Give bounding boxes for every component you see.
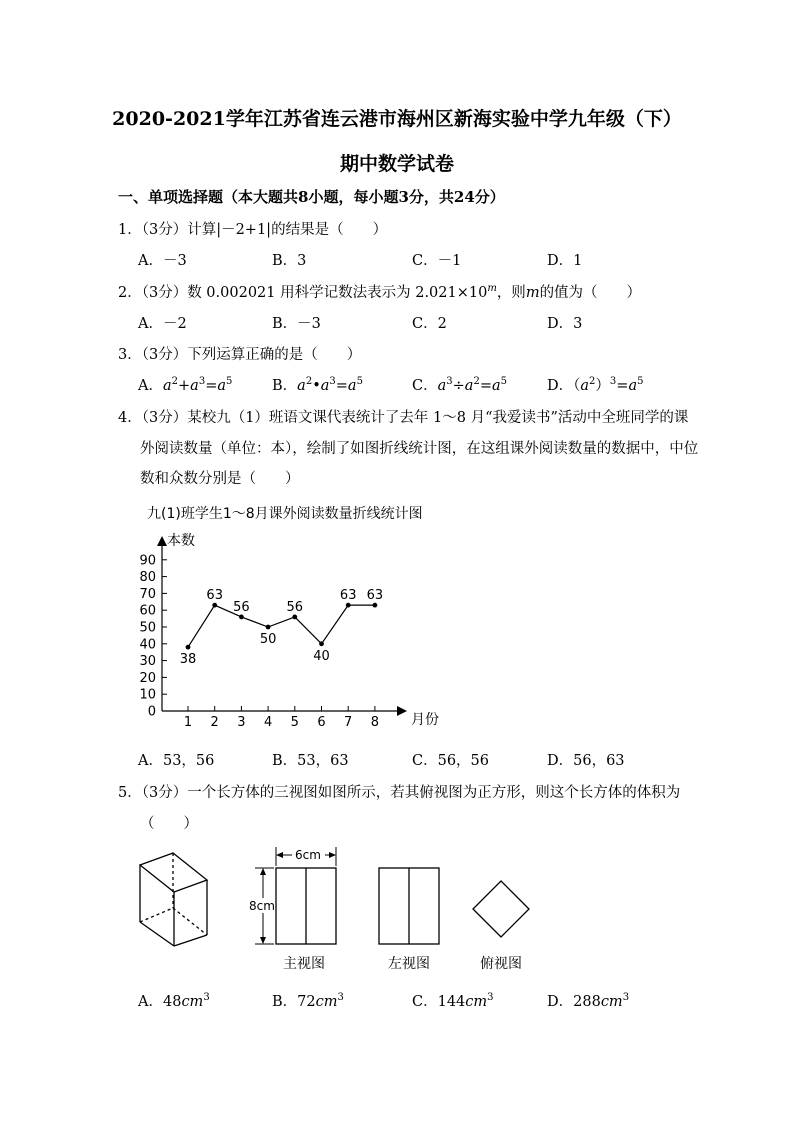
math-exp: 2 (305, 376, 313, 387)
q2-variable: m (525, 285, 540, 301)
q5-option-c (412, 990, 494, 1011)
y-tick-label: 60 (139, 603, 156, 619)
option-prefix: D．（ (547, 378, 581, 394)
top-view-label: 俯视图 (480, 956, 522, 972)
math-exp: 3 (329, 376, 336, 387)
x-tick-label: 5 (290, 715, 299, 730)
unit: cm (600, 994, 623, 1010)
unit: cm (181, 994, 204, 1010)
q4-option-d: D．56，63 (547, 753, 625, 769)
math-exp: 5 (225, 376, 233, 387)
math-exp: 3 (203, 992, 210, 1003)
x-tick-label: 4 (263, 715, 273, 730)
math-var: =a (479, 378, 501, 394)
side-view-label: 左视图 (388, 956, 430, 972)
question-5-line2: （ ） (140, 816, 198, 832)
page-subtitle: 期中数学试卷 (339, 153, 454, 175)
x-tick-label: 2 (210, 715, 219, 730)
unit: cm (465, 994, 488, 1010)
option-prefix: D．288 (547, 994, 601, 1010)
math-var: ÷a (452, 378, 474, 394)
data-label: 50 (259, 632, 277, 647)
y-tick-label: 0 (147, 704, 156, 720)
q2-stem-part: 的值为（ ） (539, 285, 642, 301)
math-exp: 2 (171, 376, 179, 387)
q1-option-b: B．3 (272, 253, 307, 269)
math-exp: 3 (198, 376, 206, 387)
data-label: 63 (206, 588, 223, 604)
page-title: 2020-2021学年江苏省连云港市海州区新海实验中学九年级（下） (112, 108, 682, 130)
math-exp: 5 (637, 376, 644, 387)
y-axis-label: 本数 (167, 533, 195, 549)
math-var: •a (312, 378, 330, 394)
q5-option-a (138, 990, 210, 1011)
x-tick-label: 8 (370, 715, 380, 730)
math-exp: 3 (487, 992, 494, 1003)
math-var: +a (178, 378, 199, 394)
option-prefix: C．144 (412, 994, 466, 1010)
data-label: 63 (366, 588, 384, 604)
math-exp: 3 (622, 992, 630, 1003)
x-tick-label: 1 (183, 715, 193, 730)
x-axis-label: 月份 (411, 712, 439, 728)
y-tick-label: 10 (139, 687, 156, 703)
question-5-line1: 5．（3分）一个长方体的三视图如图所示，若其俯视图为正方形，则这个长方体的体积为 (118, 785, 681, 801)
question-4-line2: 外阅读数量（单位：本），绘制了如图折线统计图，在这组课外阅读数量的数据中，中位 (140, 441, 699, 457)
q2-option-d: D．3 (547, 316, 583, 332)
math-exp: 2 (589, 376, 596, 387)
question-3-stem: 3．（3分）下列运算正确的是（ ） (118, 347, 362, 363)
math-exp: 5 (356, 376, 363, 387)
data-label: 63 (339, 588, 357, 604)
q4-option-b: B．53，63 (272, 753, 349, 769)
section-heading: 一、单项选择题（本大题共8小题，每小题3分，共24分） (118, 188, 505, 206)
y-tick-label: 90 (139, 553, 156, 569)
x-tick-label: 7 (344, 715, 353, 730)
q4-option-c: C．56，56 (412, 753, 489, 769)
data-label: 38 (179, 652, 197, 668)
math-exp: 5 (500, 376, 507, 387)
math-paren: ） (595, 378, 610, 394)
q5-option-d (547, 990, 629, 1011)
math-var: a (297, 378, 306, 394)
q1-option-a: A．－3 (138, 253, 187, 269)
q2-option-a: A．－2 (138, 316, 187, 332)
q2-stem-part: 2．（3分）数 0.002021 用科学记数法表示为 2.021×10 (118, 285, 488, 301)
math-exp: 2 (473, 376, 480, 387)
q2-option-b: B．－3 (272, 316, 321, 332)
q2-exponent: m (487, 283, 497, 294)
question-4-line3: 数和众数分别是（ ） (140, 471, 300, 487)
y-tick-label: 50 (139, 620, 156, 636)
math-var: =a (205, 378, 226, 394)
x-tick-label: 3 (237, 715, 246, 730)
top-view (473, 881, 529, 937)
question-1-stem: 1．（3分）计算|－2+1|的结果是（ ） (118, 222, 388, 238)
math-var: =a (335, 378, 357, 394)
width-dimension-label: 6cm (295, 848, 321, 862)
height-dimension-label: 8cm (249, 899, 275, 913)
math-exp: 3 (609, 376, 617, 387)
q2-stem-part: ，则 (496, 285, 526, 301)
q4-option-a: A．53，56 (138, 753, 215, 769)
option-prefix: C． (412, 378, 438, 394)
chart-title: 九(1)班学生1～8月课外阅读数量折线统计图 (147, 506, 423, 522)
option-prefix: A．48 (138, 994, 182, 1010)
q2-option-c: C．2 (412, 316, 447, 332)
q5-option-b (272, 990, 344, 1011)
data-label: 56 (233, 599, 250, 615)
side-view (379, 868, 439, 944)
q1-option-d: D．1 (547, 253, 583, 269)
y-tick-label: 40 (139, 637, 156, 653)
y-tick-label: 30 (139, 654, 156, 670)
math-var: a (580, 378, 590, 394)
option-prefix: A． (138, 378, 163, 394)
math-exp: 3 (337, 992, 344, 1003)
data-label: 56 (286, 599, 304, 615)
cuboid-drawing (140, 853, 207, 946)
x-tick-label: 6 (317, 715, 326, 730)
y-tick-label: 20 (139, 670, 156, 686)
question-4-line1: 4．（3分）某校九（1）班语文课代表统计了去年 1～8 月“我爱读书”活动中全班同学的课 (118, 410, 689, 426)
unit: cm (315, 994, 338, 1010)
front-view-label: 主视图 (283, 956, 325, 972)
option-prefix: B． (272, 378, 298, 394)
data-label: 40 (313, 648, 330, 664)
math-exp: 3 (446, 376, 453, 387)
math-var: a (162, 378, 172, 394)
math-var: a (437, 378, 447, 394)
q1-option-c: C．－1 (412, 253, 462, 269)
math-var: =a (616, 378, 638, 394)
y-tick-label: 80 (139, 570, 156, 586)
option-prefix: B．72 (272, 994, 316, 1010)
y-tick-label: 70 (139, 586, 156, 602)
